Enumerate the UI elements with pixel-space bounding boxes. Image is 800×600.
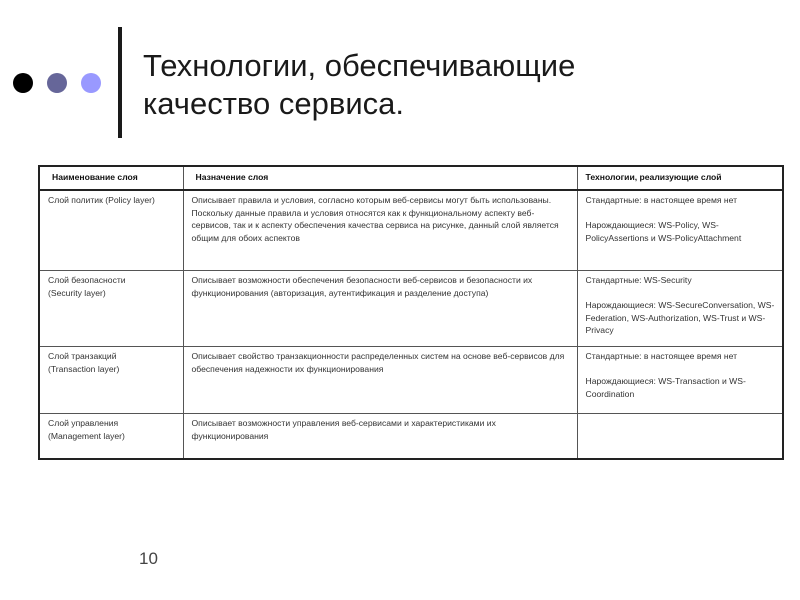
layer-name-cell	[39, 347, 183, 414]
bullet-dot-black	[13, 73, 33, 93]
title-divider	[118, 27, 122, 138]
layer-name: Слой безопасности	[48, 275, 126, 285]
table-row	[39, 190, 783, 271]
layer-purpose-cell: Описывает возможности управления веб-сервисами и характеристиками их функционирования	[183, 414, 577, 460]
header-layer-technologies: Технологии, реализующие слой	[577, 166, 783, 190]
bullet-dot-slate	[47, 73, 67, 93]
header-layer-purpose: Назначение слоя	[183, 166, 577, 190]
table-row	[39, 414, 783, 460]
layer-purpose-cell: Описывает свойство транзакционности распределенных систем на основе веб-сервисов для обеспечения надежности их функционирования	[183, 347, 577, 414]
layer-name-english: (Transaction layer)	[48, 363, 120, 374]
layer-purpose-cell: Описывает возможности обеспечения безопасности веб-сервисов и безопасности их функционирования (авторизация, аутентификация и разделение доступа)	[183, 271, 577, 347]
layer-name-cell	[39, 414, 183, 460]
layer-name-cell	[39, 190, 183, 271]
layer-tech-cell	[577, 414, 783, 460]
layer-name-english: (Security layer)	[48, 287, 106, 298]
layer-name: Слой транзакций	[48, 351, 117, 361]
slide-title-line-1: Технологии, обеспечивающие	[143, 48, 576, 83]
layer-purpose-cell: Описывает правила и условия, согласно которым веб-сервисы могут быть использованы. Поскольку данные правила и условия относятся как к функциональному аспекту веб-сервисов, так и к аспекту обеспечения качества сервиса на рисунке, данный слой является общим для обоих аспектов	[183, 190, 577, 271]
tech-emerging: Нарождающиеся: WS-Transaction и WS-Coordination	[585, 376, 746, 399]
table-row	[39, 271, 783, 347]
layer-tech-cell	[577, 347, 783, 414]
header-layer-name: Наименование слоя	[39, 166, 183, 190]
layer-tech-cell	[577, 190, 783, 271]
bullet-dot-lavender	[81, 73, 101, 93]
page-number: 10	[139, 549, 158, 568]
layer-name-english: (Management layer)	[48, 430, 125, 441]
layer-name-cell	[39, 271, 183, 347]
slide-title-line-2: качество сервиса.	[143, 86, 404, 121]
tech-standard: Стандартные: в настоящее время нет	[585, 195, 738, 205]
tech-emerging: Нарождающиеся: WS-SecureConversation, WS-Federation, WS-Authorization, WS-Trust и WS-Privacy	[585, 300, 775, 336]
layer-tech-cell	[577, 271, 783, 347]
tech-standard: Стандартные: в настоящее время нет	[585, 351, 738, 361]
layer-name: Слой управления	[48, 418, 119, 428]
tech-standard: Стандартные: WS-Security	[585, 275, 692, 285]
table-row	[39, 347, 783, 414]
tech-emerging: Нарождающиеся: WS-Policy, WS-PolicyAssertions и WS-PolicyAttachment	[585, 220, 742, 243]
layers-table	[38, 165, 784, 460]
slide-title	[143, 47, 575, 123]
table-header-row	[39, 166, 783, 190]
layer-name: Слой политик (Policy layer)	[48, 195, 155, 205]
